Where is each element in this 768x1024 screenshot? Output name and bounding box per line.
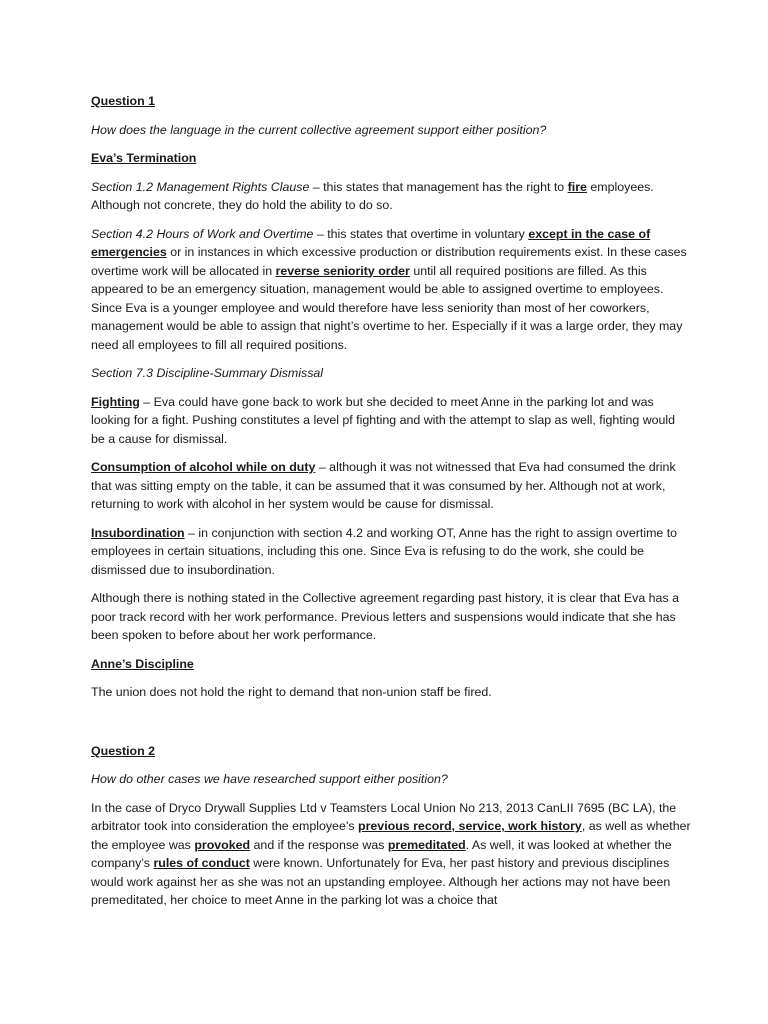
dryco-text-1: In the case of Dryco Drywall Supplies Ltd v Teamsters Local Union No 213, 2013 CanLII 7695 (BC LA), the arbitrator took into consideration the employee’s	[91, 800, 677, 833]
alcohol-paragraph	[91, 458, 691, 514]
section-4-2-text-1: – this states that overtime in voluntary	[313, 226, 529, 241]
dryco-text-5: were known. Unfortunately for Eva, her past history and previous disciplines would work against her as she was not an upstanding employee. Although her actions may not have been premeditated, her choice to meet Anne in the parking lot was a choice that	[91, 856, 671, 907]
section-1-2-text-1: – this states that management has the right to	[309, 179, 568, 194]
document-page	[91, 92, 691, 920]
fighting-text: – Eva could have gone back to work but she decided to meet Anne in the parking lot and was looking for a fight. Pushing constitutes a level pf fighting and with the attempt to slap as well, fighting would be a cause for dismissal.	[91, 394, 676, 446]
alcohol-text: – although it was not witnessed that Eva had consumed the drink that was sitting empty on the table, it can be assumed that it was consumed by her. Although not at work, returning to work with alcohol in her system would be cause for dismissal.	[91, 460, 676, 511]
dryco-emphasis-1: previous record, service, work history	[358, 819, 582, 833]
question-2-heading: Question 2	[91, 743, 156, 758]
section-4-2-text-3: until all required positions are filled. As this appeared to be an emergency situation, management would be able to assigned overtime to employees. Since Eva is a younger employee and would therefore have less seniority than most of her coworkers, management would be able to assign that night’s overtime to her. Especially if it was a large order, they may need all employees to fill all required positions.	[91, 263, 683, 352]
question-1-heading: Question 1	[91, 94, 156, 108]
section-4-2-paragraph	[91, 225, 691, 355]
insubordination-paragraph	[91, 524, 691, 580]
past-history-paragraph: Although there is nothing stated in the Collective agreement regarding past history, it is clear that Eva has a poor track record with her work performance. Previous letters and suspensions would indicate that she has been spoken to before about her work performance.	[91, 591, 679, 642]
eva-termination-heading: Eva’s Termination	[91, 151, 197, 165]
insubordination-text: – in conjunction with section 4.2 and working OT, Anne has the right to assign overtime to employees in certain situations, including this one. Since Eva is refusing to do the work, she could be dismissed due to insubordination.	[91, 525, 678, 577]
fighting-term: Fighting	[91, 394, 140, 409]
section-spacer	[91, 712, 691, 742]
section-1-2-emphasis: fire	[567, 179, 587, 194]
dryco-text-4: . As well, it was looked at whether the company’s	[91, 837, 672, 870]
anne-discipline-heading: Anne’s Discipline	[91, 656, 194, 671]
section-4-2-text-2: or in instances in which excessive production or distribution requirements exist. In these cases overtime work will be allocated in	[91, 245, 687, 278]
anne-discipline-text: The union does not hold the right to demand that non-union staff be fired.	[91, 685, 492, 699]
alcohol-term: Consumption of alcohol while on duty	[91, 460, 316, 474]
dryco-emphasis-4: rules of conduct	[153, 856, 250, 870]
section-1-2-paragraph	[91, 178, 691, 215]
dryco-text-2: , as well as whether the employee was	[91, 819, 691, 852]
insubordination-term: Insubordination	[91, 525, 185, 540]
fighting-paragraph	[91, 393, 691, 449]
dryco-emphasis-2: provoked	[194, 837, 251, 852]
question-1-prompt: How does the language in the current collective agreement support either position?	[91, 122, 547, 137]
dryco-text-3: and if the response was	[250, 837, 388, 852]
dryco-case-paragraph	[91, 799, 691, 910]
section-4-2-emphasis-1: except in the case of emergencies	[91, 226, 651, 259]
section-1-2-text-2: employees. Although not concrete, they do hold the ability to do so.	[91, 179, 654, 212]
section-7-3-label: Section 7.3 Discipline-Summary Dismissal	[91, 366, 324, 380]
section-1-2-label: Section 1.2 Management Rights Clause	[91, 179, 310, 194]
section-4-2-emphasis-2: reverse seniority order	[275, 263, 410, 278]
dryco-emphasis-3: premeditated	[387, 837, 466, 852]
question-2-prompt: How do other cases we have researched support either position?	[91, 772, 448, 786]
section-4-2-label: Section 4.2 Hours of Work and Overtime	[91, 226, 314, 241]
